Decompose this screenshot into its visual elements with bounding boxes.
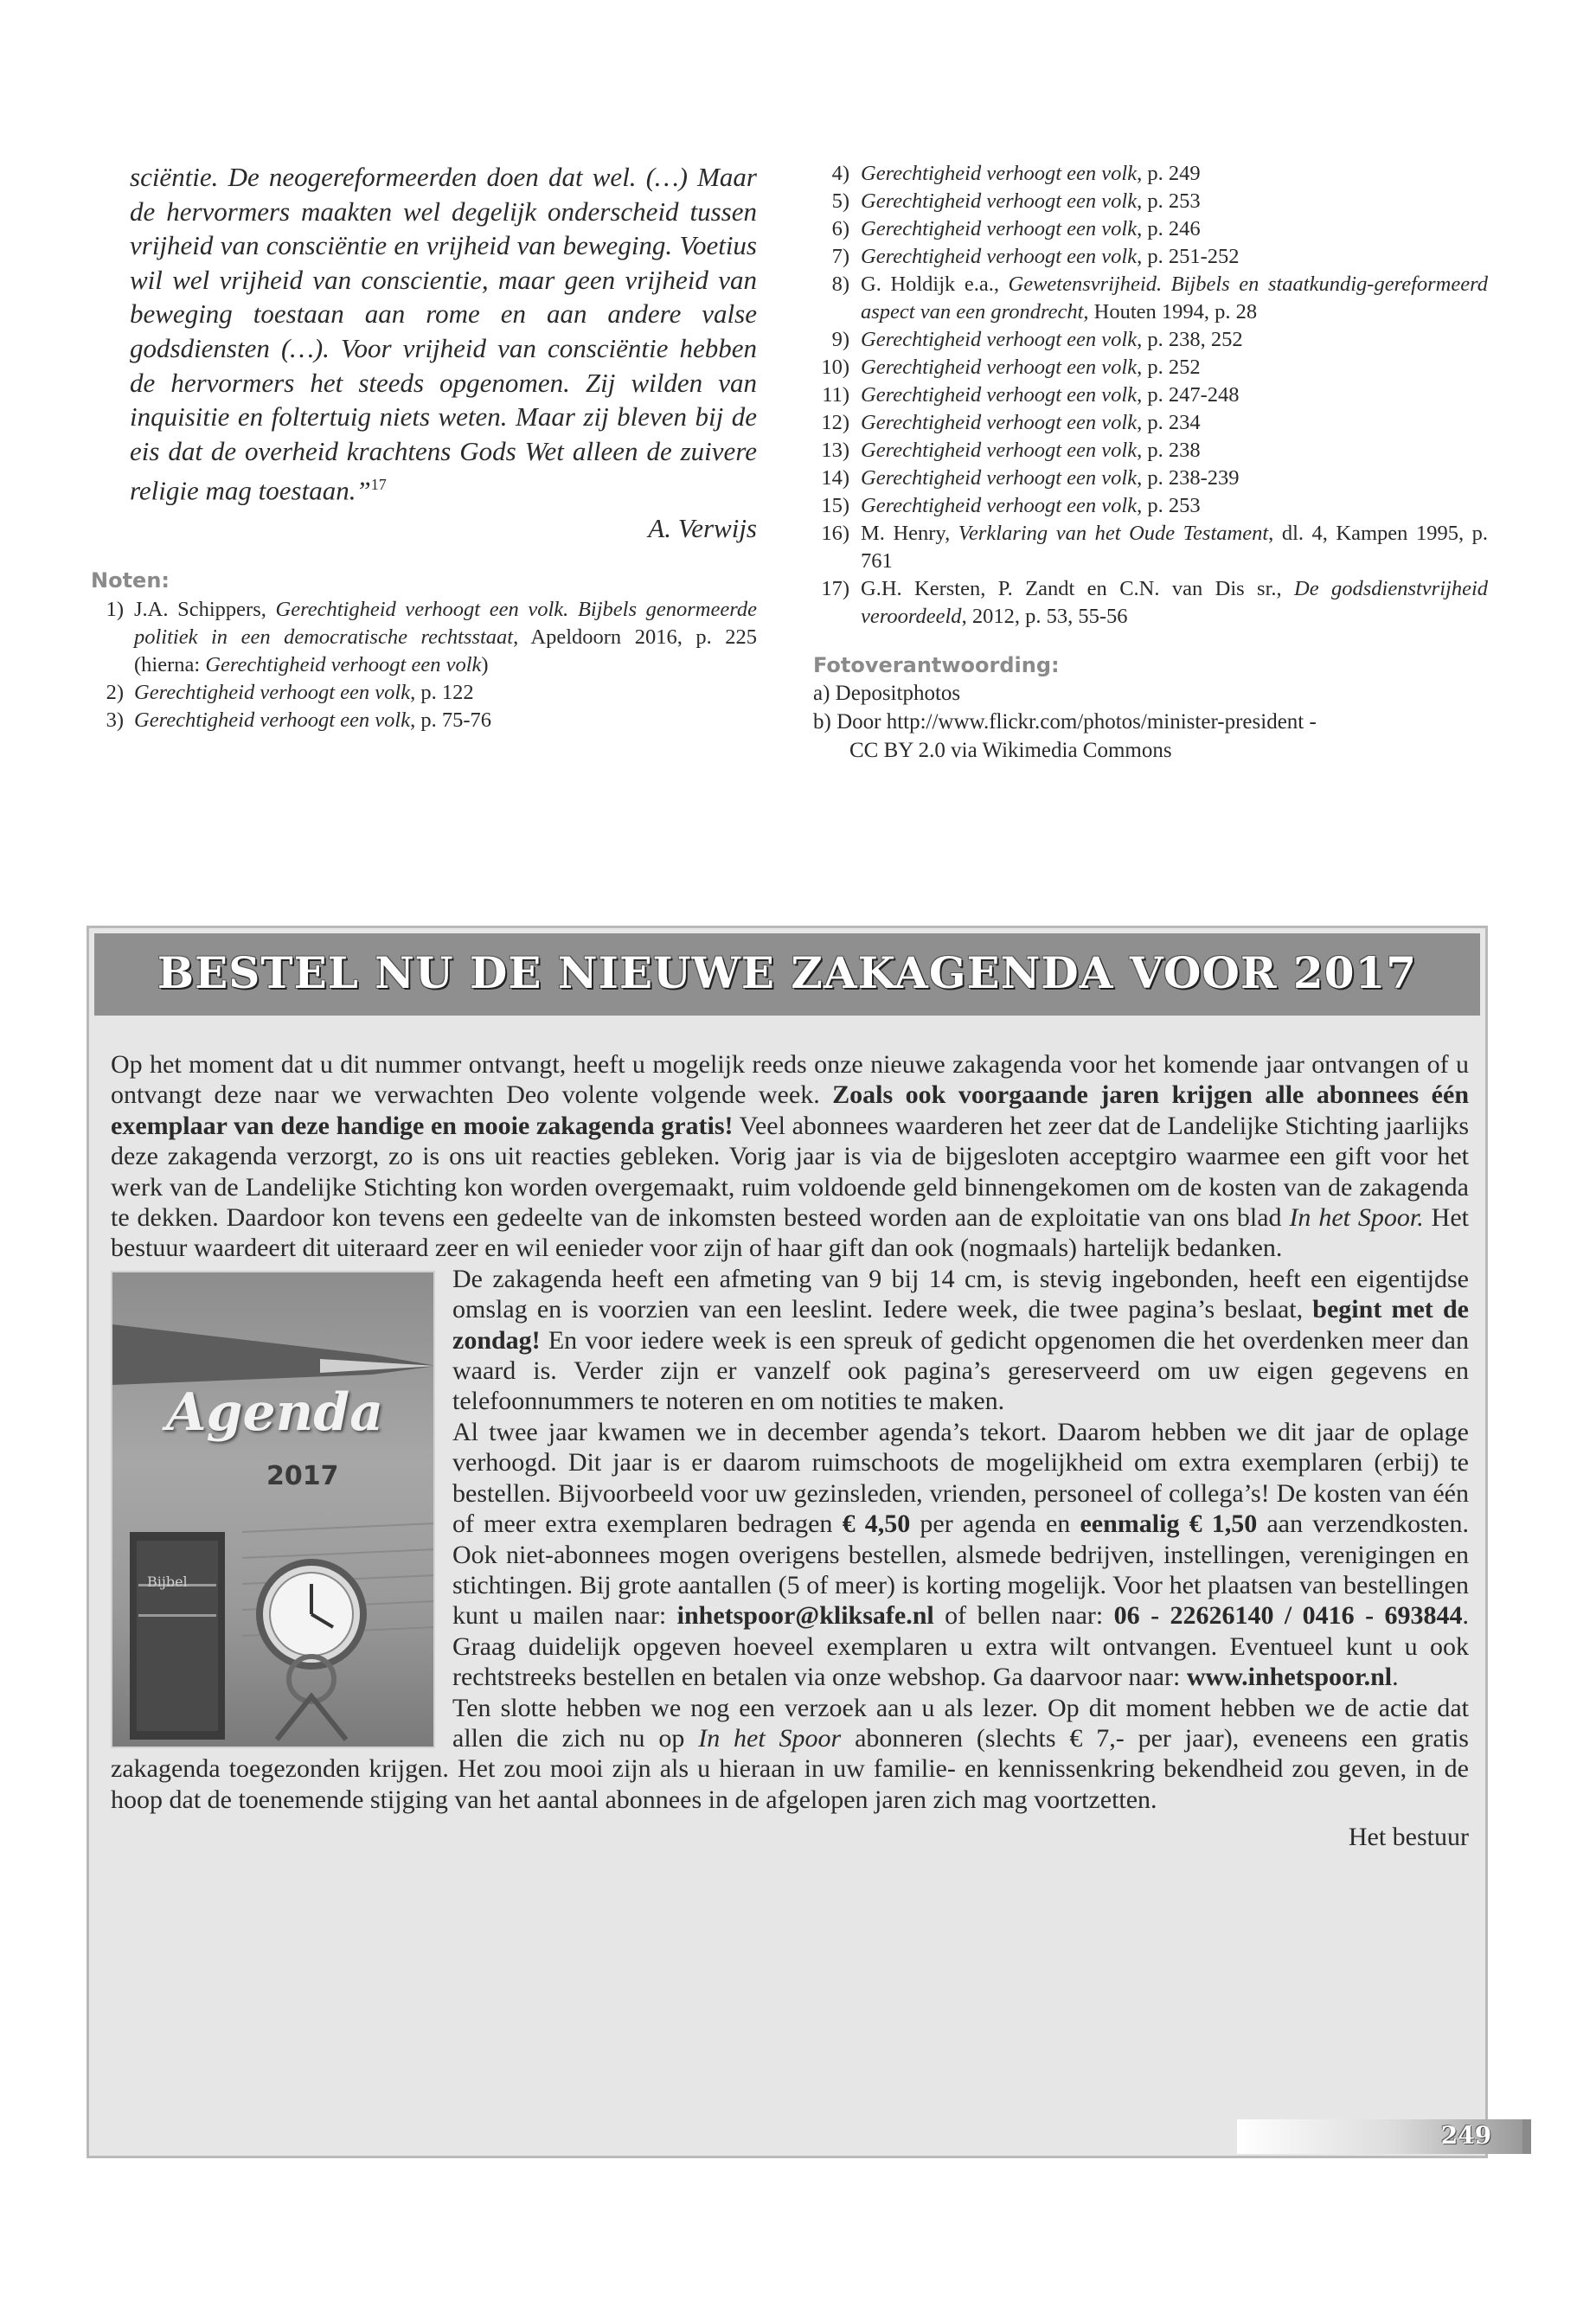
note-item: 9) Gerechtigheid verhoogt een volk, p. 238, 252	[831, 328, 1243, 351]
note-item: 4) Gerechtigheid verhoogt een volk, p. 249	[831, 162, 1201, 185]
page-number-bar	[1522, 2119, 1531, 2154]
advert-paragraph-4: Ten slotte hebben we nog een verzoek aan u als lezer. Op dit moment hebben we de actie dat allen die zich nu op In het Spoor abonneren (slechts € 7,- per jaar), eveneens een gratis zakagenda toegezonden krijgen. Het zou mooi zijn als u hieraan in uw familie- en kennissenkring bekendheid zou geven, in de hoop dat de toenemende stijging van het aantal abonnees in de afgelopen jaren zich mag voortzetten.	[111, 1693, 1469, 1814]
note-item: 14) Gerechtigheid verhoogt een volk, p. 238-239	[821, 466, 1240, 490]
advert-banner	[94, 933, 1480, 1016]
notes-heading: Noten:	[91, 568, 170, 593]
note-item: 11) Gerechtigheid verhoogt een volk, p. 247-248	[822, 383, 1240, 407]
note-item: 8) G. Holdijk e.a., Gewetensvrijheid. Bijbels en staatkundig-gereformeerd aspect van een grondrecht, Houten 1994, p. 28	[831, 272, 1488, 324]
note-item: 10) Gerechtigheid verhoogt een volk, p. 252	[821, 356, 1201, 379]
notes-list-right	[813, 160, 1488, 631]
notes-list-left	[91, 596, 757, 734]
advert-paragraph-3: Al twee jaar kwamen we in december agenda’s tekort. Daarom hebben we dit jaar de oplage verhoogd. Dit jaar is er daarom ruimschoots de mogelijkheid om extra exemplaren (erbij) te bestellen. Bijvoorbeeld voor uw gezinsleden, vrienden, personeel of collega’s! De kosten van één of meer extra exemplaren bedragen € 4,50 per agenda en eenmalig € 1,50 aan verzendkosten. Ook niet-abonnees mogen overigens bestellen, alsmede bedrijven, instellingen, verenigingen en stichtingen. Bij grote aantallen (5 of meer) is korting mogelijk. Voor het plaatsen van bestellingen kunt u mailen naar: inhetspoor@kliksafe.nl of bellen naar: 06 - 22626140 / 0416 - 693844. Graag duidelijk opgeven hoeveel exemplaren u extra wilt ontvangen. Eventueel kunt u ook rechtstreeks bestellen en betalen via onze webshop. Ga daarvoor naar: www.inhetspoor.nl.	[452, 1417, 1469, 1692]
note-item: 12) Gerechtigheid verhoogt een volk, p. 234	[821, 411, 1201, 434]
quote-block: sciëntie. De neogereformeerden doen dat wel. (…) Maar de hervormers maakten wel degelijk onderscheid tussen vrijheid van consciëntie en vrijheid van beweging. Voetius wil wel vrijheid van conscientie, maar geen vrijheid van beweging toestaan aan rome en aan andere valse godsdiensten (…). Voor vrijheid van consciëntie hebben de hervormers het steeds opgenomen. Zij wilden van inquisitie en foltertuig niets weten. Maar zij bleven bij de eis dat de overheid krachtens Gods Wet alleen de zuivere religie mag toestaan.”$^{17}$	[130, 162, 757, 506]
agenda-image-title: Agenda	[166, 1381, 384, 1443]
note-item: 2) Gerechtigheid verhoogt een volk, p. 122	[106, 681, 474, 705]
note-item: 17) G.H. Kersten, P. Zandt en C.N. van Dis sr., De godsdienstvrijheid veroordeeld, 2012, p. 53, 55-56	[821, 577, 1488, 628]
credits-heading: Fotoverantwoording:	[813, 653, 1060, 677]
advert-body	[111, 1049, 1469, 1853]
order-phone[interactable]: 06 - 22626140 / 0416 - 693844	[1113, 1601, 1463, 1631]
advert-paragraph-2: De zakagenda heeft een afmeting van 9 bij 14 cm, is stevig ingebonden, heeft een eigentijdse omslag en is voorzien van een leeslint. Iedere week, die twee pagina’s beslaat, begint met de zondag! En voor iedere week is een spreuk of gedicht opgenomen die het overdenken meer dan waard is. Verder zijn er vanzelf ook pagina’s gereserveerd om uw eigen gegevens en telefoonnummers te noteren en om notities te maken.	[452, 1264, 1469, 1416]
note-item: 3) Gerechtigheid verhoogt een volk, p. 75-76	[106, 708, 491, 733]
agenda-advert-box	[87, 926, 1488, 2158]
advert-signature: Het bestuur	[1348, 1823, 1469, 1852]
agenda-image-year: 2017	[266, 1460, 339, 1491]
note-item: 13) Gerechtigheid verhoogt een volk, p. 238	[821, 439, 1201, 462]
left-column	[91, 160, 757, 734]
advert-title: BESTEL NU DE NIEUWE ZAKAGENDA VOOR 2017	[157, 947, 1418, 998]
page-number: 249	[1440, 2121, 1492, 2150]
credit-a: a) Depositphotos	[813, 682, 961, 705]
note-item: 5) Gerechtigheid verhoogt een volk, p. 253	[831, 189, 1201, 213]
agenda-cover-image	[111, 1271, 435, 1748]
note-item: 6) Gerechtigheid verhoogt een volk, p. 246	[831, 217, 1201, 240]
note-item: 16) M. Henry, Verklaring van het Oude Testament, dl. 4, Kampen 1995, p. 761	[821, 522, 1489, 573]
agenda-illustration	[112, 1272, 435, 1748]
note-item: 1) J.A. Schippers, Gerechtigheid verhoogt een volk. Bijbels genormeerde politiek in een democratische rechtsstaat, Apeldoorn 2016, p. 225 (hierna: Gerechtigheid verhoogt een volk)	[106, 598, 757, 677]
quote-author: A. Verwijs	[648, 513, 757, 544]
order-email[interactable]: inhetspoor@kliksafe.nl	[676, 1601, 934, 1631]
credit-b: b) Door http://www.flickr.com/photos/minister-president - CC BY 2.0 via Wikimedia Commons	[813, 710, 1317, 762]
advert-paragraph-1: Op het moment dat u dit nummer ontvangt, heeft u mogelijk reeds onze nieuwe zakagenda voor het komende jaar ontvangen of u ontvangt deze naar we verwachten Deo volente volgende week. Zoals ook voorgaande jaren krijgen alle abonnees één exemplaar van deze handige en mooie zakagenda gratis! Veel abonnees waarderen het zeer dat de Landelijke Stichting jaarlijks deze zakagenda verzorgt, zo is ons uit reacties gebleken. Vorig jaar is via de bijgesloten acceptgiro waarmee een gift voor het werk van de Landelijke Stichting kon worden overgemaakt, ruim voldoende geld binnengekomen om de kosten van de zakagenda te dekken. Daardoor kon tevens een gedeelte van de inkomsten besteed worden aan de exploitatie van ons blad In het Spoor. Het bestuur waardeert dit uiteraard zeer en wil eenieder voor zijn of haar gift dan ook (nogmaals) hartelijk bedanken.	[111, 1050, 1470, 1263]
note-item: 7) Gerechtigheid verhoogt een volk, p. 251-252	[831, 245, 1240, 268]
webshop-link[interactable]: www.inhetspoor.nl	[1186, 1663, 1393, 1692]
note-item: 15) Gerechtigheid verhoogt een volk, p. 253	[821, 494, 1201, 517]
right-column	[813, 160, 1488, 765]
agenda-image-book-label: Bijbel	[147, 1573, 188, 1590]
